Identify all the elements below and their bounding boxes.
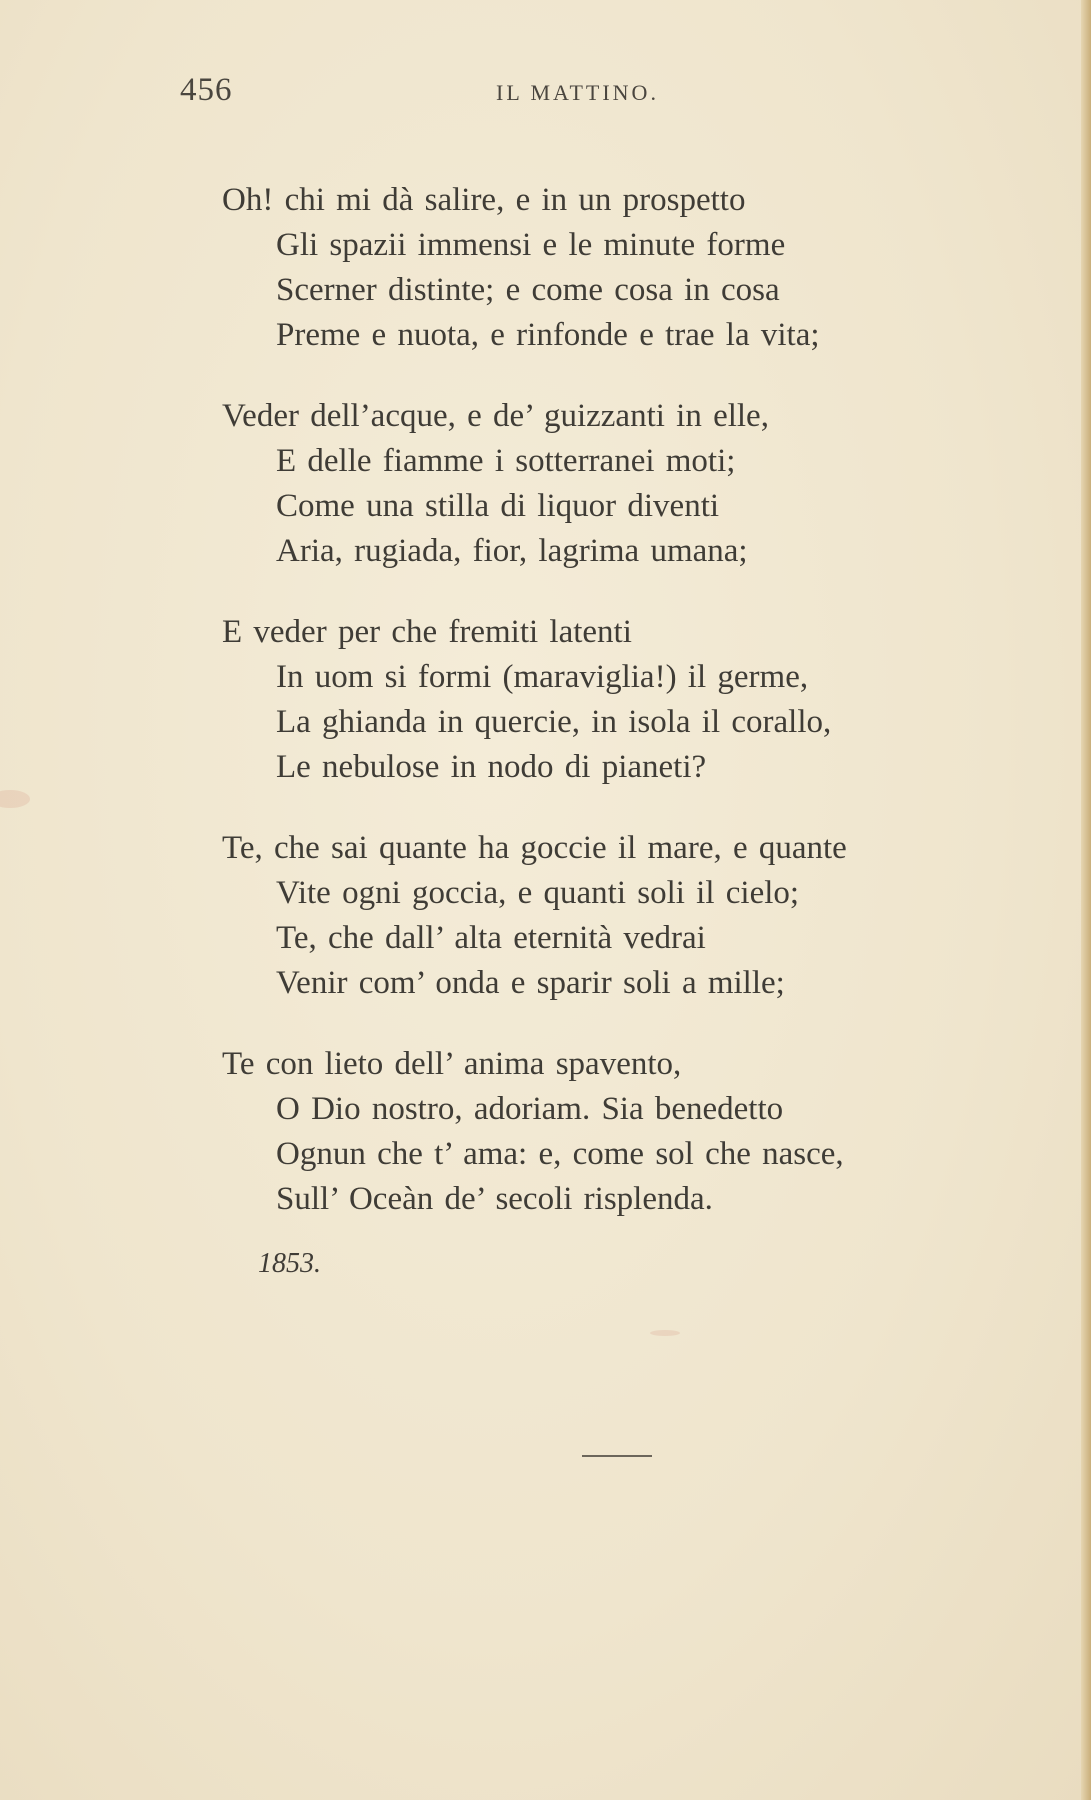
verse-line: Preme e nuota, e rinfonde e trae la vita; — [276, 317, 820, 353]
running-title: IL MATTINO. — [496, 80, 659, 105]
verse-line: Venir com’ onda e sparir soli a mille; — [276, 965, 785, 1001]
verse-line: La ghianda in quercie, in isola il corallo, — [276, 704, 832, 740]
verse-line: Le nebulose in nodo di pianeti? — [276, 749, 707, 785]
page-header — [0, 72, 1091, 112]
verse-line: Come una stilla di liquor diventi — [276, 488, 720, 524]
stanza — [222, 1042, 1002, 1222]
verse-line: Gli spazii immensi e le minute forme — [276, 227, 786, 263]
verse-line: Sull’ Oceàn de’ secoli risplenda. — [276, 1181, 713, 1217]
stanza — [222, 610, 1002, 790]
page-number: 456 — [180, 72, 233, 108]
verse-line: Te con lieto dell’ anima spavento, — [222, 1046, 682, 1082]
verse-line: Oh! chi mi dà salire, e in un prospetto — [222, 182, 746, 218]
verse-line: Te, che sai quante ha goccie il mare, e quante — [222, 830, 847, 866]
stanza — [222, 826, 1002, 1006]
closing-rule — [582, 1455, 652, 1457]
stanza — [222, 394, 1002, 574]
page-edge — [1081, 0, 1091, 1800]
verse-line: Ognun che t’ ama: e, come sol che nasce, — [276, 1136, 844, 1172]
verse-line: E delle fiamme i sotterranei moti; — [276, 443, 736, 479]
poem — [222, 178, 1002, 1258]
verse-line: Aria, rugiada, fior, lagrima umana; — [276, 533, 748, 569]
verse-line: Scerner distinte; e come cosa in cosa — [276, 272, 780, 308]
verse-line: In uom si formi (maraviglia!) il germe, — [276, 659, 809, 695]
verse-line: O Dio nostro, adoriam. Sia benedetto — [276, 1091, 784, 1127]
verse-line: Vite ogni goccia, e quanti soli il cielo; — [276, 875, 800, 911]
paper-stain — [650, 1330, 680, 1336]
verse-line: E veder per che fremiti latenti — [222, 614, 632, 650]
poem-date: 1853. — [258, 1248, 321, 1279]
verse-line: Veder dell’acque, e de’ guizzanti in elle, — [222, 398, 769, 434]
verse-line: Te, che dall’ alta eternità vedrai — [276, 920, 706, 956]
paper-stain — [0, 790, 30, 808]
stanza — [222, 178, 1002, 358]
